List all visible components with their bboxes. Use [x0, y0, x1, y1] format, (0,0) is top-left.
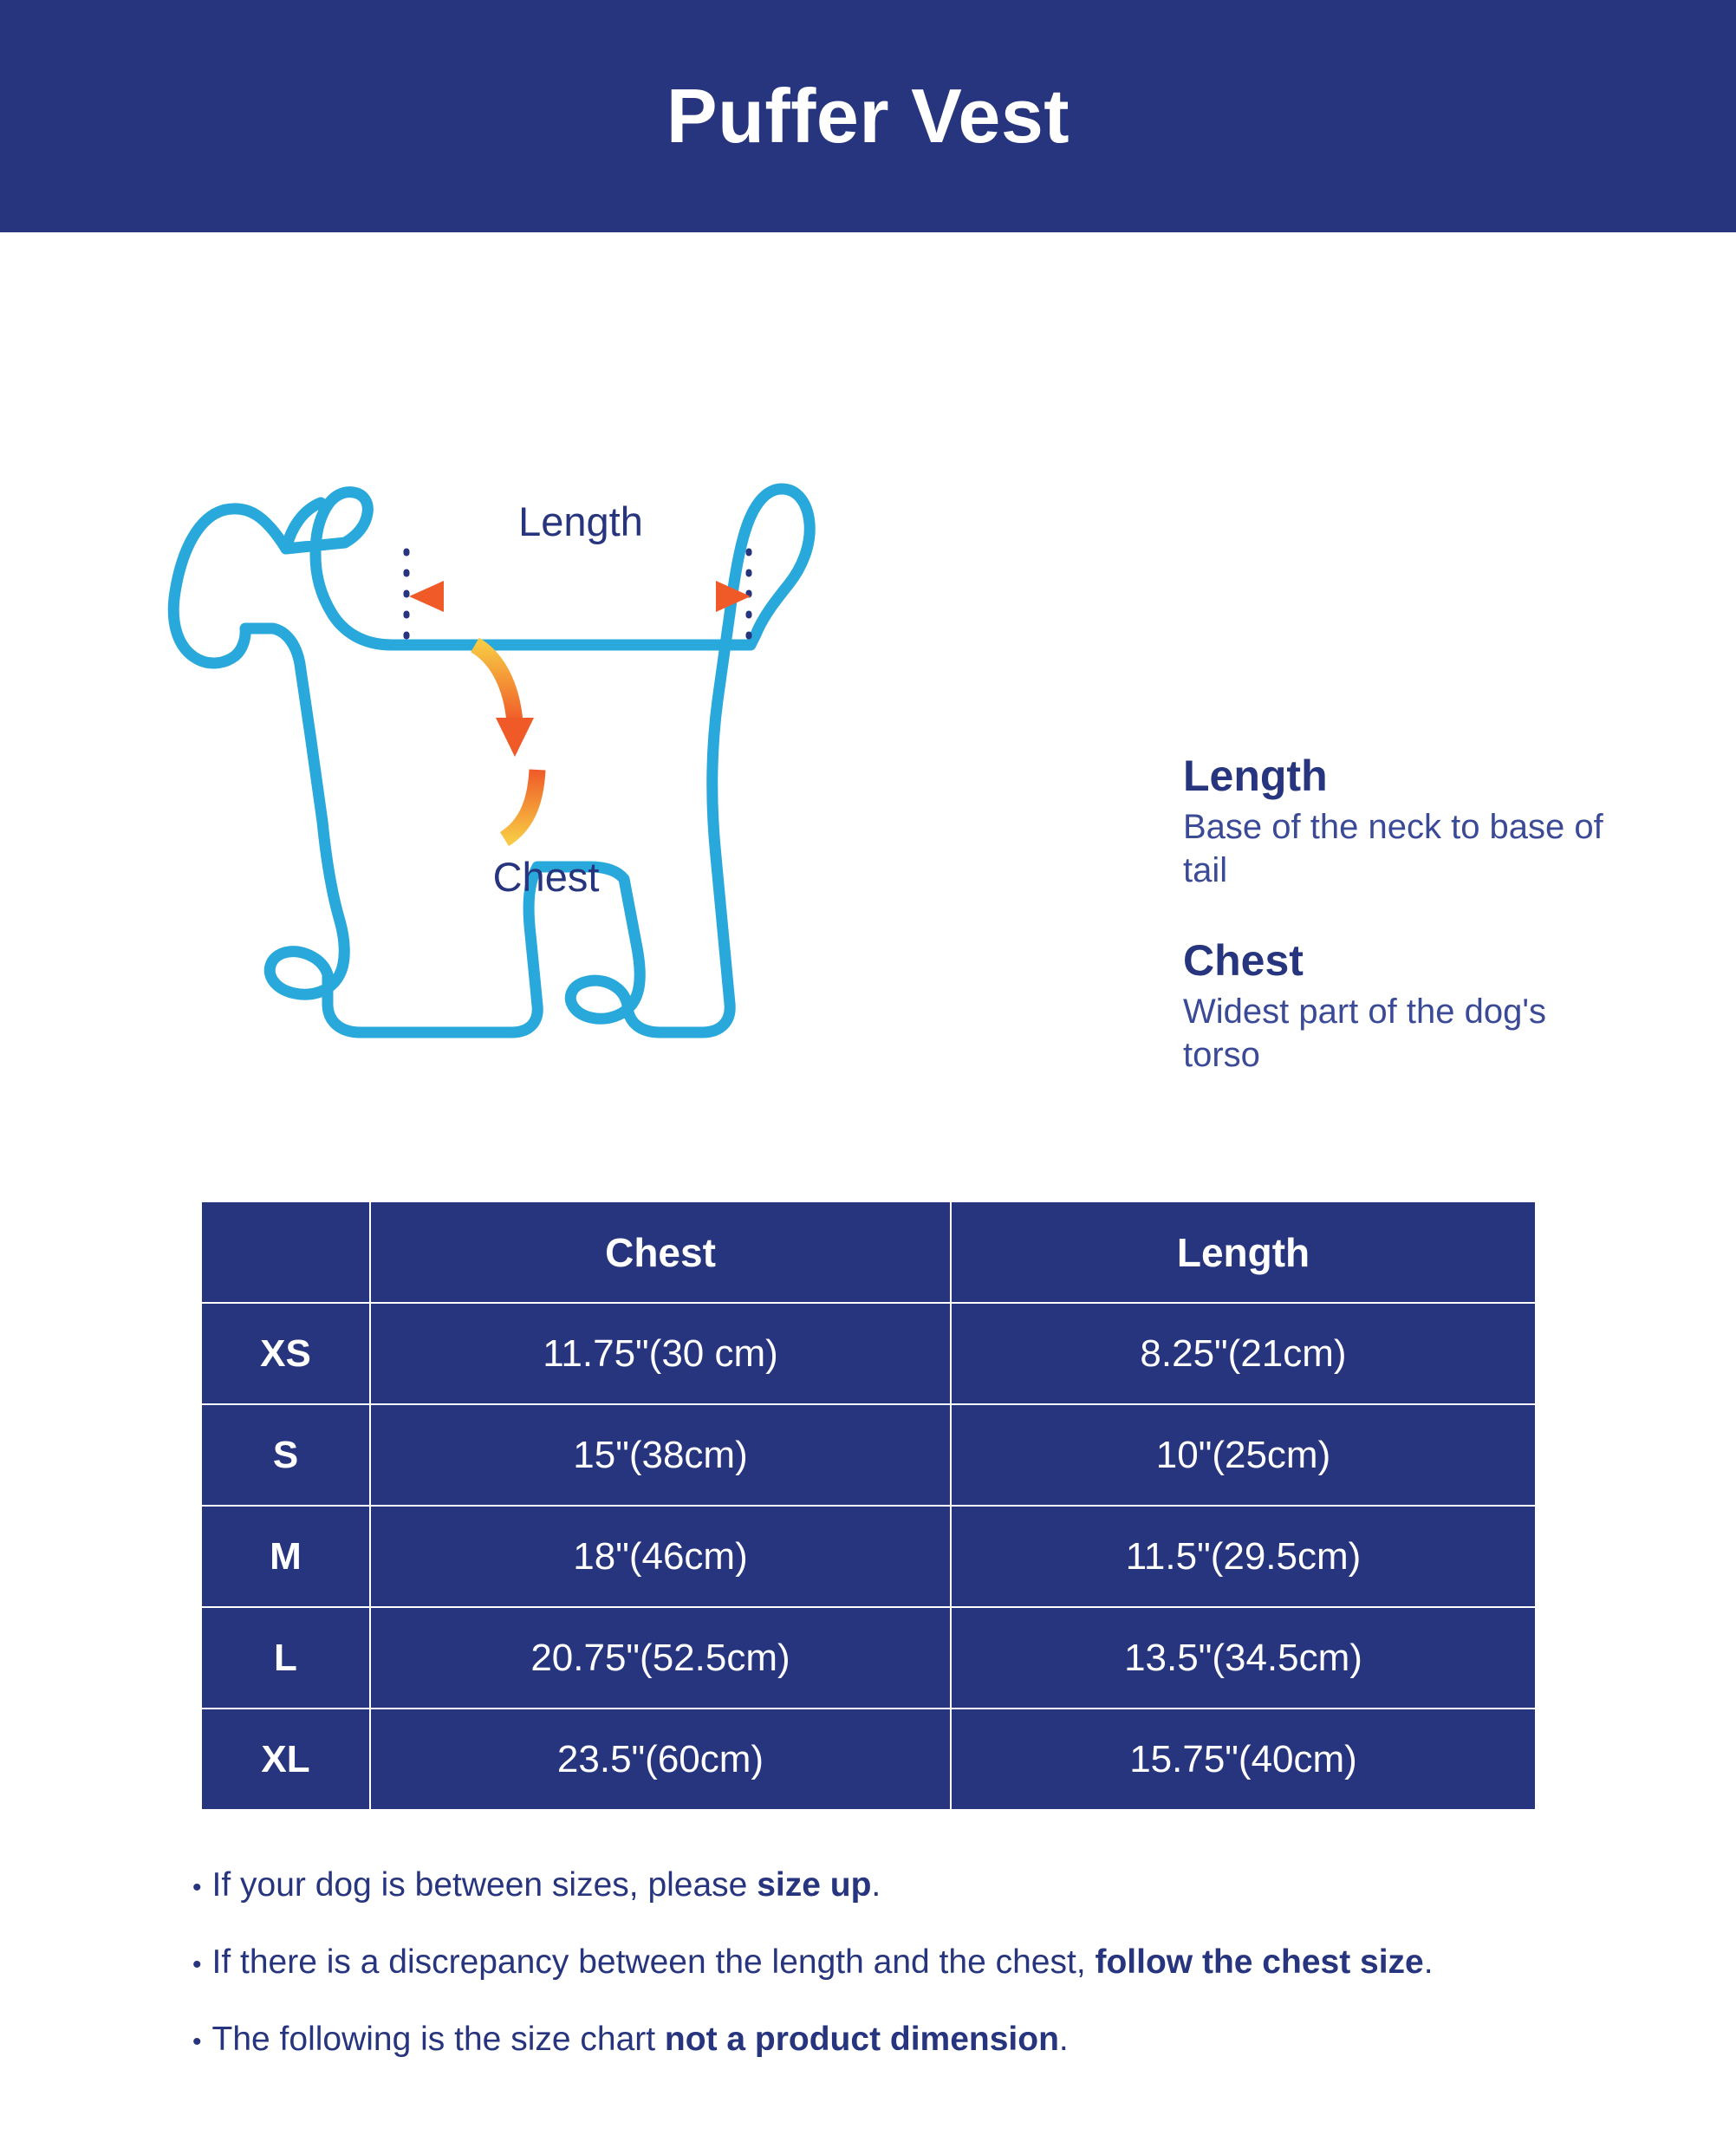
dog-outline-illustration: [104, 250, 1144, 1099]
size-chart-table: [200, 1201, 1537, 1811]
length-arrow: [409, 581, 751, 612]
row-length-s: 10"(25cm): [951, 1404, 1536, 1506]
note-bold: size up: [757, 1866, 872, 1904]
bullet-icon: •: [192, 1949, 202, 1979]
row-length-m: 11.5"(29.5cm): [951, 1506, 1536, 1607]
row-chest-xl: 23.5"(60cm): [370, 1709, 951, 1810]
row-size-xl: XL: [201, 1709, 370, 1810]
note-post: .: [1058, 2020, 1069, 2058]
legend-block: [1183, 752, 1616, 1077]
table-row: [201, 1607, 1536, 1709]
chest-arrow: [475, 645, 537, 839]
legend-desc-chest: Widest part of the dog's torso: [1183, 993, 1546, 1074]
table-header-row: [201, 1201, 1536, 1303]
size-chart-table-wrapper: [200, 1201, 1535, 1811]
note-post: .: [871, 1866, 881, 1904]
page-header: [0, 0, 1736, 232]
note-text: [212, 2020, 1069, 2060]
table-row: [201, 1404, 1536, 1506]
table-row: [201, 1303, 1536, 1404]
note-pre: If there is a discrepancy between the length and the chest,: [211, 1943, 1096, 1981]
legend-title-length: Length: [1183, 752, 1328, 800]
table-row: [201, 1709, 1536, 1810]
table-header-corner: [201, 1201, 370, 1303]
note-pre: The following is the size chart: [211, 2020, 665, 2058]
row-chest-s: 15"(38cm): [370, 1404, 951, 1506]
page-title: Puffer Vest: [666, 73, 1070, 159]
row-length-xs: 8.25"(21cm): [951, 1303, 1536, 1404]
bullet-icon: •: [192, 2027, 202, 2056]
table-header-chest: Chest: [370, 1201, 951, 1303]
note-item: [192, 1943, 1579, 1983]
row-size-l: L: [201, 1607, 370, 1709]
notes-list: [192, 1865, 1579, 2096]
length-diagram-label: Length: [518, 498, 643, 544]
row-size-m: M: [201, 1506, 370, 1607]
table-header-length: Length: [951, 1201, 1536, 1303]
row-size-s: S: [201, 1404, 370, 1506]
row-length-l: 13.5"(34.5cm): [951, 1607, 1536, 1709]
bullet-icon: •: [192, 1873, 202, 1902]
note-text: [212, 1943, 1434, 1983]
table-row: [201, 1506, 1536, 1607]
legend-title-chest: Chest: [1183, 936, 1304, 985]
row-size-xs: XS: [201, 1303, 370, 1404]
note-text: [212, 1865, 881, 1906]
row-chest-xs: 11.75"(30 cm): [370, 1303, 951, 1404]
dog-body-path: [173, 489, 809, 1032]
note-item: [192, 1865, 1579, 1906]
row-chest-l: 20.75"(52.5cm): [370, 1607, 951, 1709]
legend-desc-length: Base of the neck to base of tail: [1183, 808, 1603, 889]
chest-diagram-label: Chest: [492, 854, 600, 900]
note-item: [192, 2020, 1579, 2060]
note-bold: not a product dimension: [664, 2020, 1059, 2058]
measurement-diagram: [0, 232, 1736, 1168]
note-bold: follow the chest size: [1095, 1943, 1424, 1981]
row-length-xl: 15.75"(40cm): [951, 1709, 1536, 1810]
note-post: .: [1423, 1943, 1434, 1981]
row-chest-m: 18"(46cm): [370, 1506, 951, 1607]
note-pre: If your dog is between sizes, please: [211, 1866, 757, 1904]
